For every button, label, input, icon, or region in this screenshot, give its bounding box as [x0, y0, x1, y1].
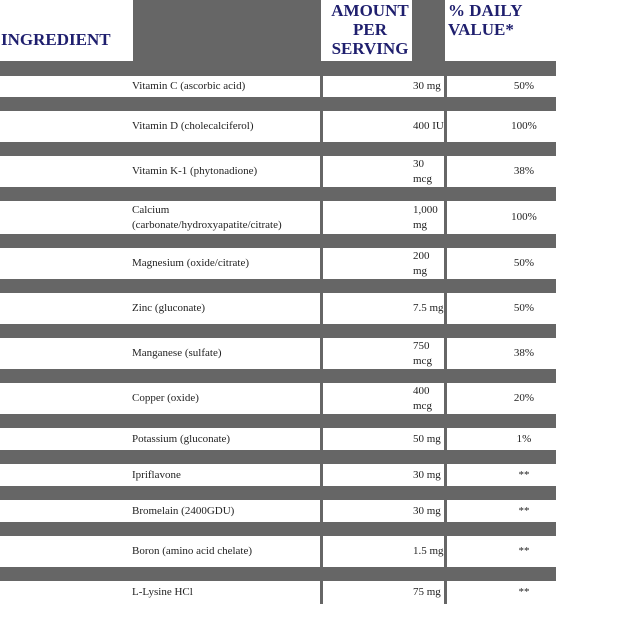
daily-value: ** [518, 545, 530, 557]
ingredient-header [0, 0, 133, 61]
row-separator [0, 369, 556, 383]
table-row [0, 338, 556, 369]
column-divider [320, 338, 323, 369]
daily-value: 20% [513, 392, 535, 404]
table-row [0, 156, 556, 187]
table-row [0, 383, 556, 414]
table-row [0, 201, 556, 234]
ingredient-name: Vitamin C (ascorbic acid) [132, 80, 246, 92]
daily-value: 100% [511, 120, 537, 132]
row-separator [0, 142, 556, 156]
daily-value: 38% [513, 347, 535, 359]
amount-per-serving: 7.5 mg [413, 302, 444, 314]
row-separator [0, 486, 556, 500]
row-separator [0, 567, 556, 581]
ingredient-name: Manganese (sulfate) [132, 347, 222, 359]
ingredient-name: Ipriflavone [132, 468, 181, 481]
ingredient-name: Boron (amino acid chelate) [132, 545, 253, 557]
daily-value: 1% [516, 432, 532, 445]
column-divider [320, 383, 323, 414]
daily-value-header [445, 0, 556, 61]
daily-value: 100% [511, 211, 537, 223]
table-row [0, 293, 556, 324]
amount-per-serving: 750 mcg [413, 339, 432, 367]
header-gap [133, 0, 321, 61]
row-separator [0, 187, 556, 201]
table-row [0, 248, 556, 279]
row-separator [0, 234, 556, 248]
daily-value: 50% [513, 257, 535, 269]
ingredient-name: Potassium (gluconate) [132, 432, 231, 445]
table-row [0, 76, 556, 97]
row-separator [0, 414, 556, 428]
daily-value: ** [518, 468, 530, 481]
ingredient-name: Bromelain (2400GDU) [132, 504, 235, 517]
column-divider [320, 500, 323, 522]
ingredient-name: Copper (oxide) [132, 392, 199, 404]
row-separator [0, 450, 556, 464]
ingredient-name: Vitamin D (cholecalciferol) [132, 120, 254, 132]
table-row [0, 536, 556, 567]
daily-value: ** [518, 586, 530, 598]
column-divider [320, 464, 323, 486]
ingredient-name: Vitamin K-1 (phytonadione) [132, 165, 258, 177]
table-row [0, 428, 556, 450]
ingredient-name: L-Lysine HCl [132, 586, 193, 598]
amount-per-serving: 30 mcg [413, 157, 432, 185]
column-divider [320, 76, 323, 97]
amount-per-serving: 75 mg [413, 586, 441, 598]
amount-per-serving: 50 mg [413, 432, 441, 445]
amount-per-serving: 30 mg [413, 80, 441, 92]
daily-value: 38% [513, 165, 535, 177]
column-divider [320, 581, 323, 604]
amount-per-serving: 30 mg [413, 468, 441, 481]
column-divider [320, 111, 323, 142]
row-separator [0, 279, 556, 293]
row-separator [0, 324, 556, 338]
daily-value: 50% [513, 302, 535, 314]
row-separator [0, 61, 556, 76]
daily-value: 50% [513, 80, 535, 92]
header-gap-2 [412, 0, 445, 61]
row-separator [0, 522, 556, 536]
column-divider [320, 201, 323, 234]
column-divider [320, 156, 323, 187]
amount-per-serving: 30 mg [413, 504, 441, 517]
column-divider [320, 248, 323, 279]
amount-per-serving: 400 mcg [413, 384, 432, 412]
amount-per-serving: 200 mg [413, 249, 430, 277]
ingredient-name: Zinc (gluconate) [132, 302, 205, 314]
amount-per-serving: 400 IU [413, 120, 444, 132]
amount-header-label: AMOUNT PER SERVING [331, 1, 409, 58]
ingredient-header-label: INGREDIENT [1, 30, 111, 49]
column-divider [320, 536, 323, 567]
ingredient-name: Calcium (carbonate/hydroxyapatite/citrate) [132, 203, 282, 231]
column-divider [320, 428, 323, 450]
row-separator [0, 97, 556, 111]
table-row [0, 500, 556, 522]
table-row [0, 581, 556, 604]
ingredient-name: Magnesium (oxide/citrate) [132, 257, 249, 269]
daily-value-header-label: % DAILY VALUE* [448, 1, 522, 39]
column-divider [320, 293, 323, 324]
daily-value: ** [518, 504, 530, 517]
amount-per-serving: 1.5 mg [413, 545, 444, 557]
amount-per-serving: 1,000 mg [413, 203, 438, 231]
table-row [0, 464, 556, 486]
table-row [0, 111, 556, 142]
